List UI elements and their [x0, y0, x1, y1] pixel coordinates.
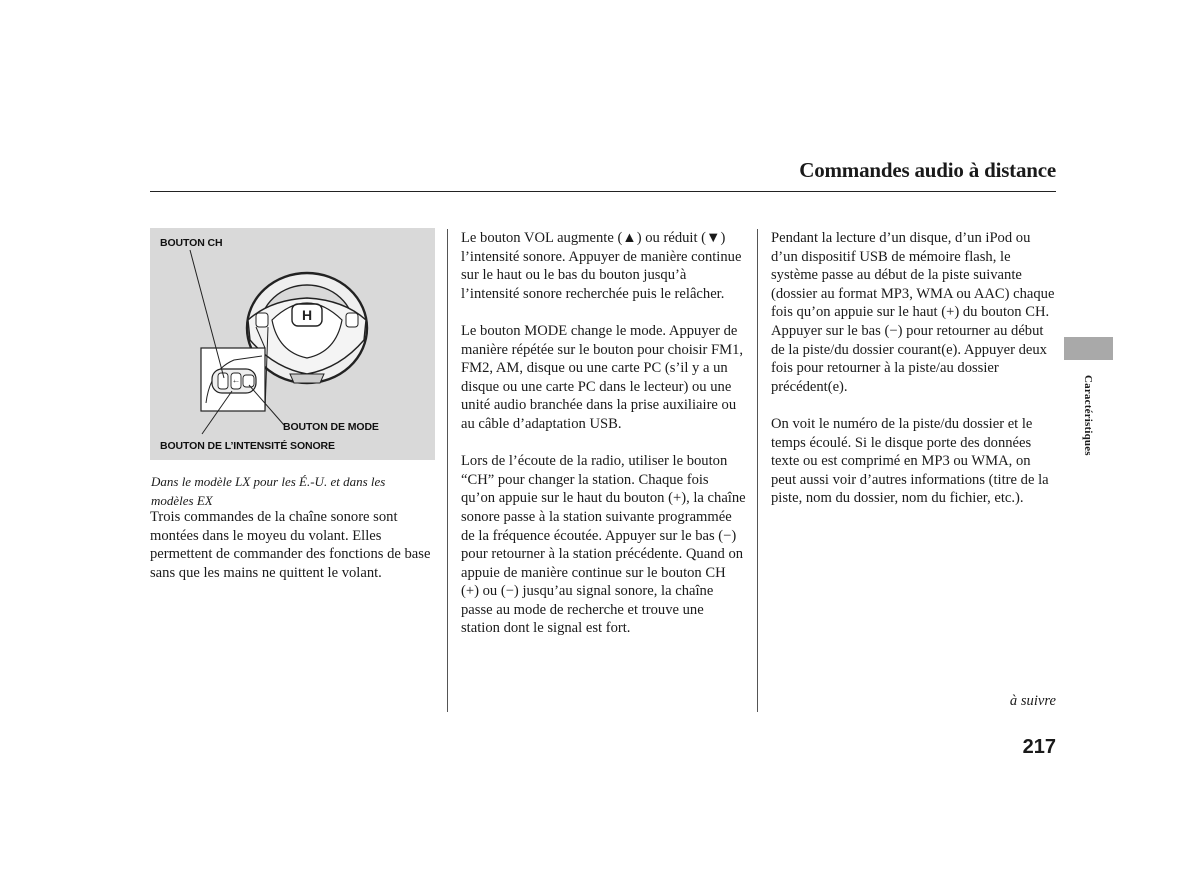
figure-caption: Dans le modèle LX pour les É.-U. et dans les modèles EX: [151, 474, 386, 508]
column-3: [771, 229, 1056, 527]
steering-wheel-figure: [150, 228, 435, 460]
column-1: [150, 508, 435, 601]
column-divider-2: [757, 229, 758, 712]
svg-text:+−: +−: [233, 379, 239, 385]
header-rule: [150, 191, 1056, 192]
continued-note: à suivre: [1009, 693, 1056, 709]
col1-paragraph-1: Trois commandes de la chaîne sonore sont montées dans le moyeu du volant. Elles permettent de commander des fonctions de base sans que les mains ne quittent le volant.: [150, 509, 431, 581]
section-title: Commandes audio à distance: [799, 158, 1056, 182]
page-number: 217: [1022, 736, 1056, 758]
col3-paragraph-1: Pendant la lecture d’un disque, d’un iPod ou d’un dispositif USB de mémoire flash, le système passe au début de la piste suivante (dossier au format MP3, WMA ou AAC) chaque fois qu’on appuie sur le haut (+) du bouton CH. Appuyer sur le bas (−) pour retourner au début de la piste/du dossier courant(e). Appuyer deux fois pour retourner à la piste/au dossier précédent(e).: [771, 230, 1055, 395]
col2-paragraph-3: Lors de l’écoute de la radio, utiliser le bouton “CH” pour changer la station. Chaque fois qu’on appuie sur le haut du bouton (+), la chaîne sonore passe à la station suivante programmée de la fréquence écoutée. Appuyer sur le bas (−) pour retourner à la station précédente. Quand on appuie de manière continue sur le bouton CH (+) ou (−) jusqu’au signal sonore, la chaîne passe au mode de recherche et trouve une station dont le signal est fort.: [461, 453, 746, 637]
ch-button-label: BOUTON CH: [160, 237, 223, 249]
col3-paragraph-2: On voit le numéro de la piste/du dossier et le temps écoulé. Si le disque porte des données texte ou est comprimé en MP3 ou WMA, on peut aussi voir d’autres informations (titre de la piste, nom du dossier, nom du fichier, etc.).: [771, 415, 1049, 507]
col2-paragraph-1: Le bouton VOL augmente (▲) ou réduit (▼) l’intensité sonore. Appuyer de manière continue sur le haut ou le bas du bouton jusqu’à l’intensité sonore recherchée puis le relâcher.: [461, 230, 742, 302]
chapter-tab: [1064, 337, 1113, 360]
column-2: [461, 229, 746, 657]
brand-logo: H: [301, 307, 313, 323]
col2-paragraph-2: Le bouton MODE change le mode. Appuyer de manière répétée sur le bouton pour choisir FM1, FM2, AM, disque ou une carte PC (s’il y a un disque ou une carte PC dans le lecteur) ou une unité audio branchée dans la prise auxiliaire ou au câble d’adaptation USB.: [461, 322, 744, 432]
chapter-tab-label: Caractéristiques: [1082, 375, 1094, 456]
column-divider-1: [447, 229, 448, 712]
mode-button-label: BOUTON DE MODE: [283, 421, 379, 433]
volume-button-label: BOUTON DE L’INTENSITÉ SONORE: [160, 440, 335, 452]
